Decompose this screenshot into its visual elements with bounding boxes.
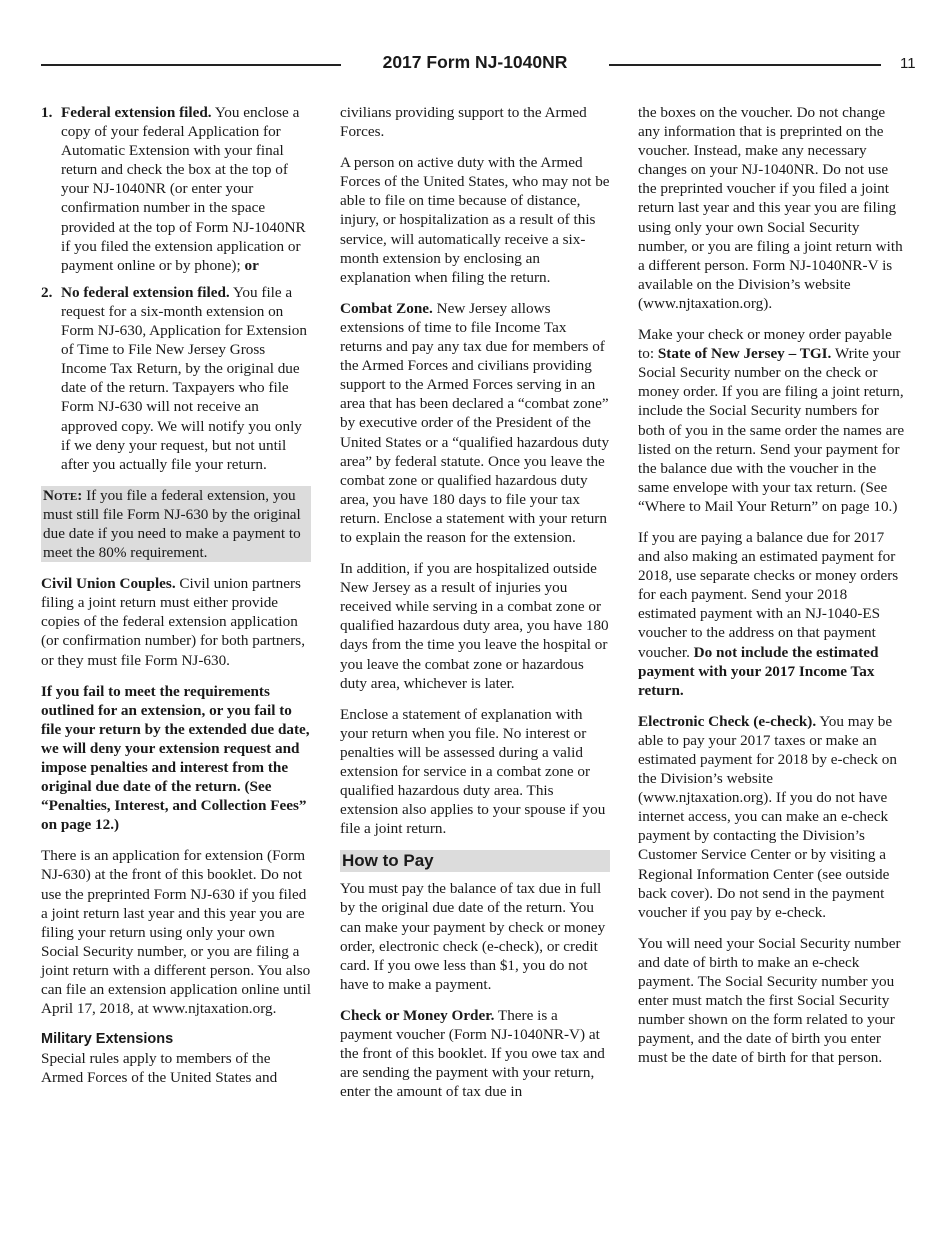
list-item (41, 103, 311, 275)
header-rule-left (41, 64, 341, 66)
note-text: If you file a federal extension, you must still file Form NJ-630 by the original due date if you need to make a payment to meet the 80% requirement. (43, 486, 301, 562)
note-box (41, 486, 311, 562)
hospitalized-paragraph: In addition, if you are hospitalized outside New Jersey as a result of injuries you received while serving in a combat zone or qualified hazardous duty area, you have 180 days from the time you leave the hospital or you leave the combat zone or hazardous duty area, whichever is later. (340, 560, 609, 692)
warning-paragraph (41, 682, 311, 835)
column-1 (41, 103, 311, 1099)
payable-paragraph (638, 325, 908, 516)
echeck-lead: Electronic Check (e-check). (638, 712, 817, 730)
page-number: 11 (900, 55, 916, 72)
item-lead: No federal extension filed. (61, 283, 230, 301)
voucher-paragraph: the boxes on the voucher. Do not change any information that is preprinted on the voucher. Instead, make any necessary changes on your NJ-1040NR. Do not use the preprinted voucher if you filed a joint return last year and this year you are filing using only your own Social Security number, or you are filing a joint return with a different person. Form NJ-1040NR-V is available on the Division’s website (www.njtaxation.org). (638, 104, 903, 312)
combat-zone-text: New Jersey allows extensions of time to file Income Tax returns and pay any tax due for members of the Armed Forces and civilians providing support to the Armed Forces serving in an area that has been declared a “combat zone” by executive order of the President of the United States or a “qualified hazardous duty area” by federal statute. Once you leave the combat zone or qualified hazardous duty area, you have 180 days to file your tax return. Enclose a statement with your return to explain the reason for the extension. (340, 299, 610, 546)
payee-name: State of New Jersey – TGI. (657, 345, 832, 363)
item-lead: Federal extension filed. (61, 104, 212, 121)
how-to-pay-paragraph: You must pay the balance of tax due in full by the original due date of the return. You can make your payment by check or money order, electronic check (e-check), or credit card. If you owe less than $1, you do not have to make a payment. (340, 880, 606, 993)
check-text: There is a payment voucher (Form NJ-1040NR-V) at the front of this booklet. If you owe tax and are sending the payment with your return, enter the amount of tax due in (340, 1006, 605, 1101)
item-text: You enclose a copy of your federal Application for Automatic Extension with your final return and check the box at the top of your NJ-1040NR (or enter your confirmation number in the space provided at the top of Form NJ-1040NR if you filed the extension application or payment online or by phone); (61, 104, 306, 274)
estimated-bold: Do not include the estimated payment with your 2017 Income Tax return. (638, 643, 879, 699)
header-rule-right (609, 64, 881, 66)
warning-text: If you fail to meet the requirements outlined for an extension, or you fail to file your return by the extended due date, we will deny your extension request and impose penalties and interest from the original due date of the return. (See “Penalties, Interest, and Collection Fees” on page 12.) (41, 682, 310, 834)
active-duty-paragraph: A person on active duty with the Armed Forces of the United States, who may not be able to file on time because of distance, injury, or hospitalization as a result of this service, will automatically receive a six-month extension by enclosing an explanation when filing the return. (340, 154, 610, 286)
list-number: 2. (41, 283, 53, 301)
item-tail: or (244, 256, 259, 274)
combat-zone-lead: Combat Zone. (340, 299, 433, 317)
list-number: 1. (41, 104, 53, 121)
estimated-text: If you are paying a balance due for 2017 and also making an estimated payment for 2018, use separate checks or money orders for each payment. Send your 2018 estimated payment with an NJ-1040-ES voucher to the address on that payment voucher. (638, 528, 899, 661)
estimated-paragraph (638, 528, 908, 700)
payable-post: Write your Social Security number on the check or money order. If you are filing a joint return, include the Social Security numbers for both of you in the same order the names are listed on the return. Send your payment for the balance due with the voucher in the same envelope with your tax return. (See “Where to Mail Your Return” on page 10.) (638, 345, 905, 515)
civil-union-paragraph (41, 574, 311, 669)
check-lead: Check or Money Order. (340, 1006, 495, 1024)
list-item (41, 283, 311, 474)
continued-paragraph: civilians providing support to the Armed Forces. (340, 104, 587, 141)
column-3 (638, 103, 908, 1080)
payable-pre: Make your check or money order payable to: (638, 326, 892, 363)
application-paragraph: There is an application for extension (Form NJ-630) at the front of this booklet. Do not use the preprinted Form NJ-630 if you filed a joint return last year and this year you are filing your return using only your own Social Security number, or you are filing a joint return with a different person. You also can file an extension application online until April 17, 2018, at www.njtaxation.org. (41, 847, 311, 1018)
military-paragraph: Special rules apply to members of the Armed Forces of the United States and (41, 1050, 278, 1087)
civil-union-lead: Civil Union Couples. (41, 575, 176, 593)
extension-options-list (41, 103, 311, 474)
column-2 (340, 103, 610, 1113)
note-label: Note: (43, 486, 83, 504)
enclose-paragraph: Enclose a statement of explanation with your return when you file. No interest or penalties will be assessed during a valid extension for service in a combat zone or qualified hazardous duty area. This extension also applies to your spouse if you file a joint return. (340, 705, 606, 838)
military-heading: Military Extensions (41, 1031, 174, 1048)
echeck-text: You may be able to pay your 2017 taxes or make an estimated payment for 2018 by e-check on the Division’s website (www.njtaxation.org). If you do not have internet access, you can make an e-check payment by contacting the Division’s Customer Service Center or by visiting a Regional Information Center (see outside back cover). Do not send in the payment voucher if you pay by e-check. (638, 712, 897, 921)
civil-union-text: Civil union partners filing a joint return must either provide copies of the federal extension application (or confirmation number) for both partners, or they must file Form NJ-630. (41, 575, 306, 669)
combat-zone-paragraph (340, 299, 610, 547)
ssn-paragraph: You will need your Social Security number and date of birth to make an e-check payment. The Social Security number you enter must match the first Social Security number shown on the form related to your payment, and the date of birth you enter must be the date of birth for that person. (638, 934, 901, 1067)
echeck-paragraph (638, 712, 908, 922)
how-to-pay-heading: How to Pay (340, 850, 610, 872)
check-money-order-paragraph (340, 1006, 610, 1101)
item-text: You file a request for a six-month extension on Form NJ-630, Application for Extension of Time to File New Jersey Gross Income Tax Return, by the original due date of the return. Taxpayers who file Form NJ-630 will not receive an approved copy. We will notify you only if we deny your request, but not until after you actually file your return. (61, 283, 307, 473)
page-header (0, 52, 950, 78)
page-title: 2017 Form NJ-1040NR (382, 52, 568, 72)
